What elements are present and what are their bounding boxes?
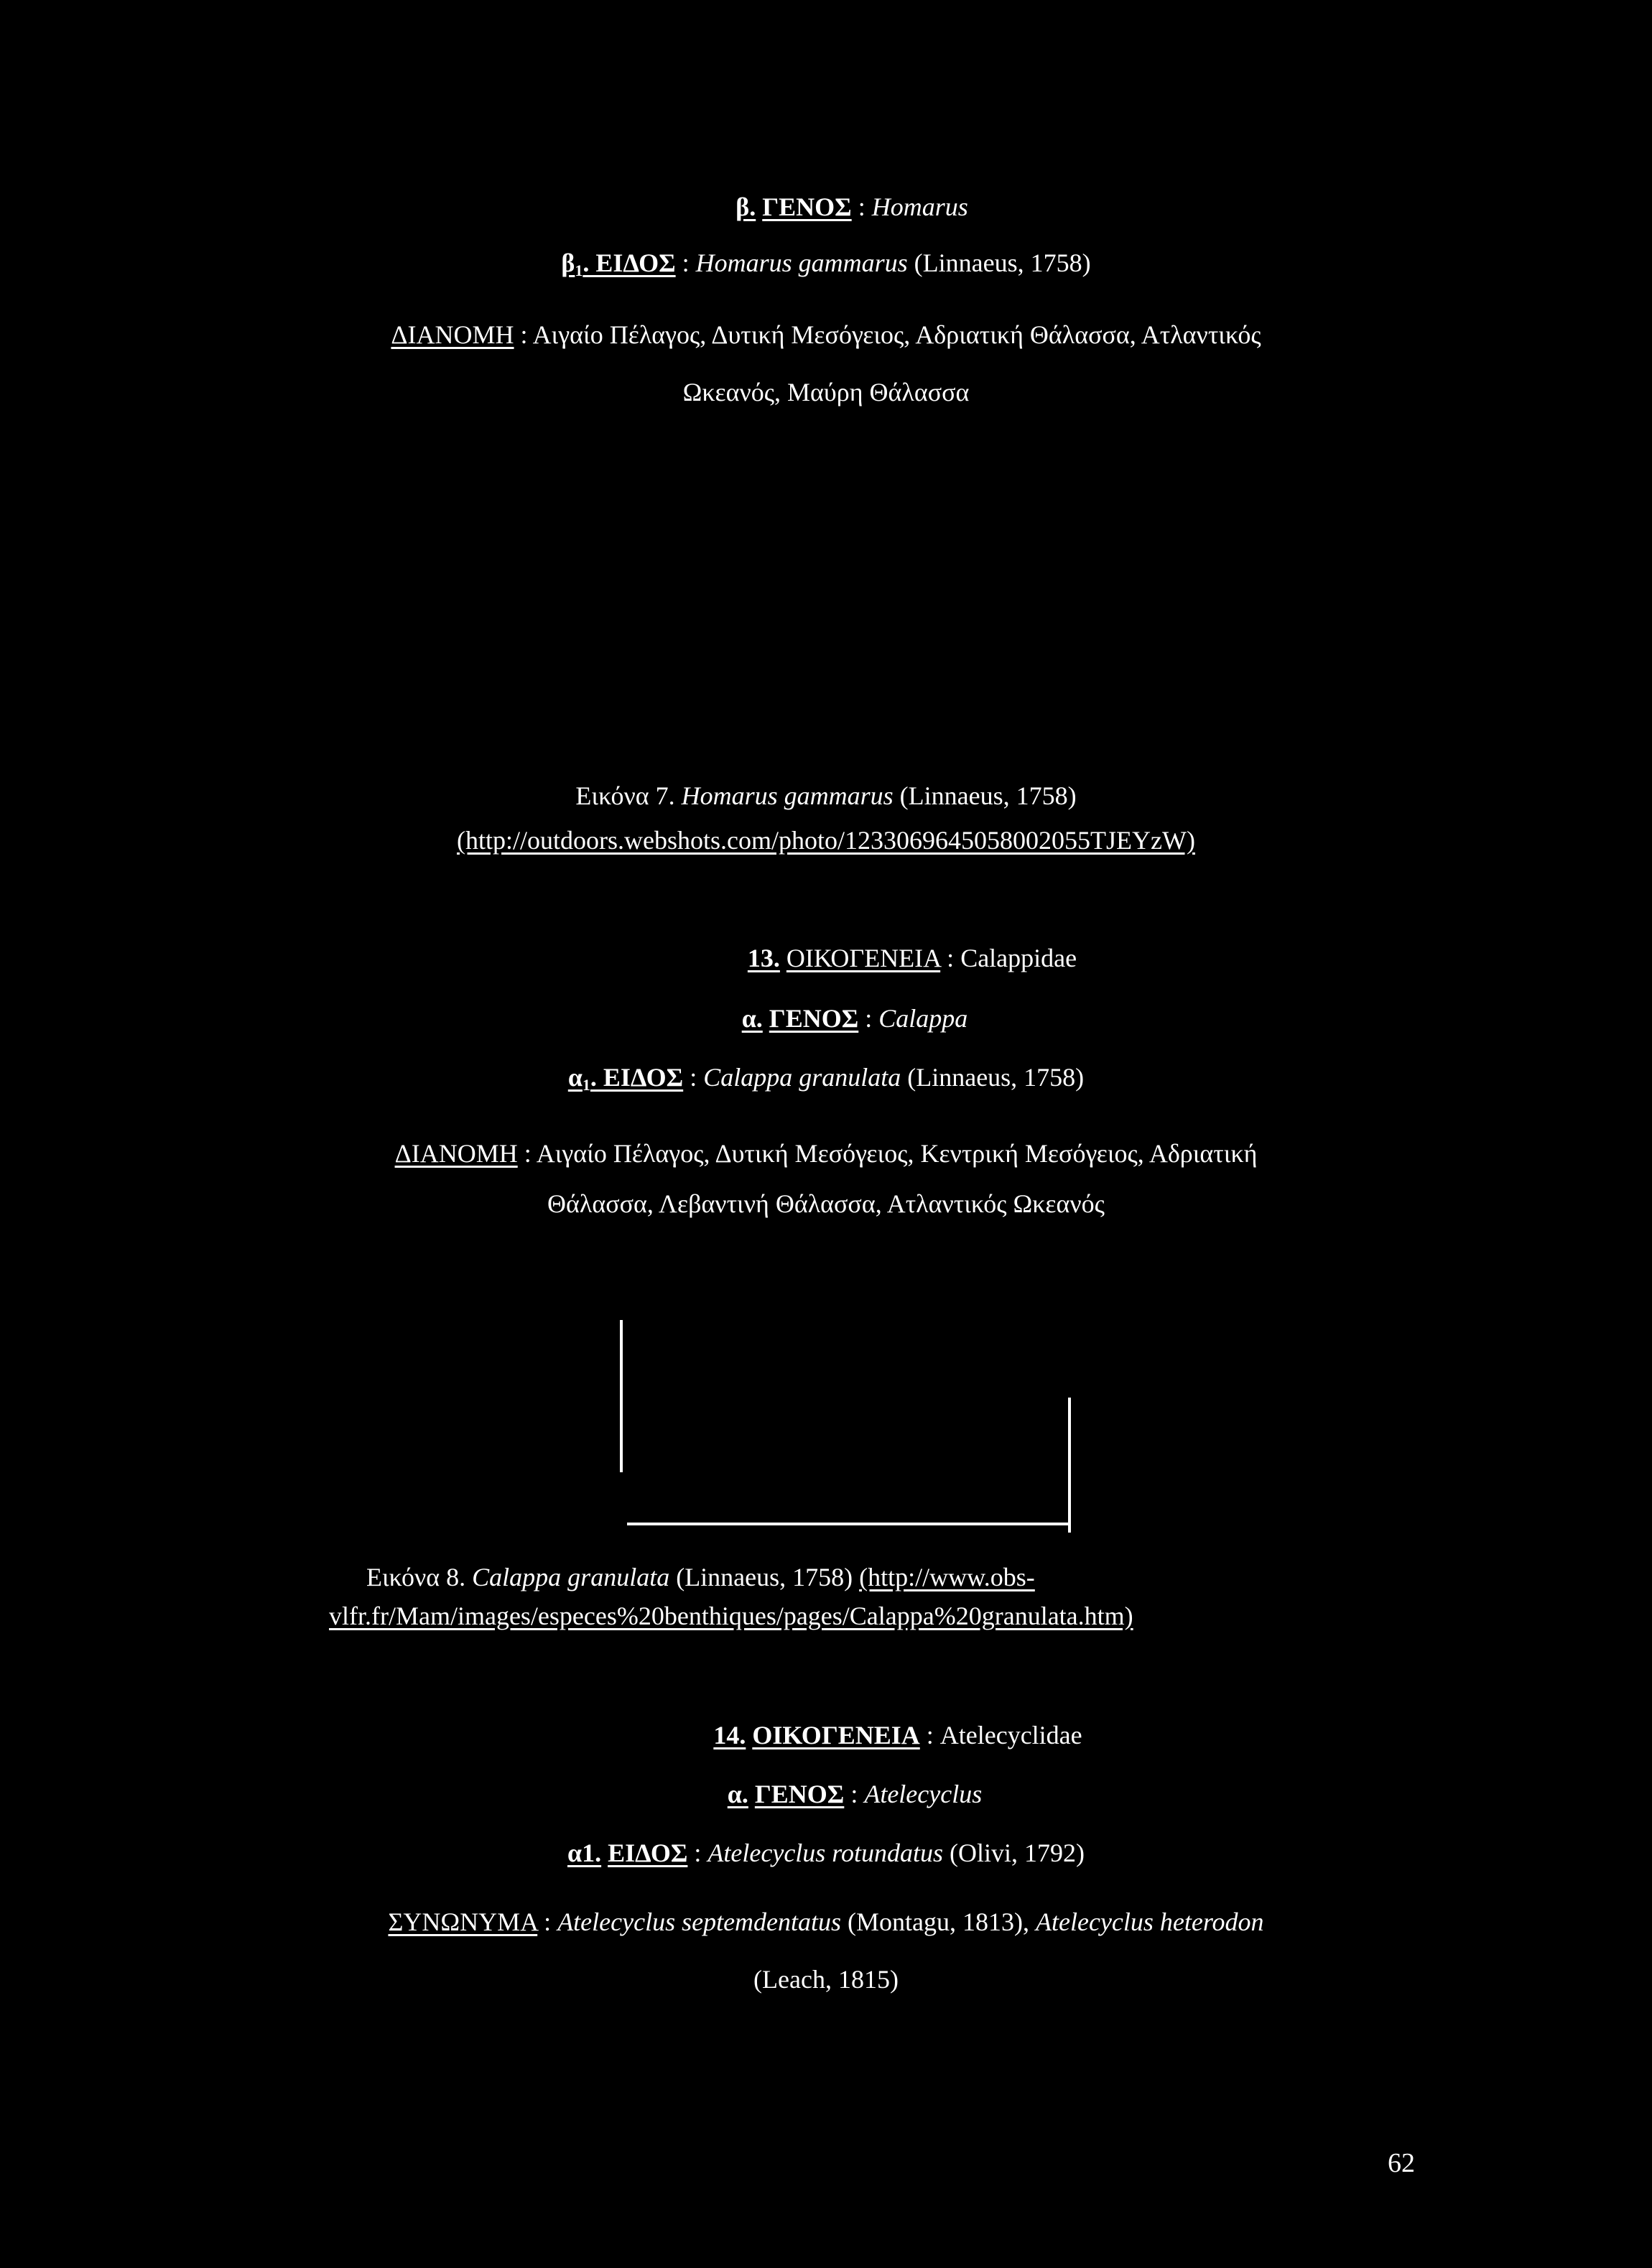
distribution-line-2 (0, 376, 1652, 408)
species-number: $\alpha_1$. ΕΙΔΟΣ (567, 1063, 684, 1094)
figure-7-author: (Linnaeus, 1758) (893, 781, 1077, 810)
species-number: α1. (567, 1839, 602, 1867)
species-label: ΕΙΔΟΣ (608, 1839, 688, 1867)
frame-left-line (620, 1320, 623, 1472)
figure-8-url-line (329, 1600, 1478, 1632)
genus-heading-homarus (0, 191, 1652, 223)
synonym-name: Atelecyclus septemdentatus (557, 1907, 842, 1936)
frame-right-line (1068, 1398, 1071, 1533)
figure-7-label: Εικόνα 7. (575, 781, 682, 810)
family-heading-13 (0, 942, 1652, 974)
distribution-text: Αιγαίο Πέλαγος, Δυτική Μεσόγειος, Κεντρική Μεσόγειος, Αδριατική (536, 1139, 1258, 1168)
family-separator: : (940, 944, 961, 972)
family-label: ΟΙΚΟΓΕΝΕΙΑ (786, 944, 941, 972)
genus-number: α. (741, 1004, 763, 1033)
genus-separator: : (844, 1780, 865, 1808)
synonyms-line-2 (0, 1963, 1652, 1995)
figure-8-caption (366, 1561, 1444, 1593)
species-number: $\beta_1$. ΕΙΔΟΣ (561, 248, 676, 279)
distribution-line-1 (0, 1138, 1652, 1169)
figure-7-species: Homarus gammarus (681, 781, 894, 810)
genus-number: β. (735, 192, 756, 221)
species-heading-homarus-gammarus (0, 247, 1652, 287)
figure-8-species: Calappa granulata (472, 1563, 670, 1591)
genus-label: ΓΕΝΟΣ (754, 1780, 845, 1808)
frame-bottom-line (627, 1523, 1071, 1525)
synonym-author: (Leach, 1815) (753, 1965, 899, 1994)
figure-8-label: Εικόνα 8. (366, 1563, 473, 1591)
distribution-text: Ωκεανός, Μαύρη Θάλασσα (682, 378, 970, 406)
synonyms-label: ΣΥΝΩΝΥΜΑ (388, 1907, 538, 1936)
genus-label: ΓΕΝΟΣ (762, 192, 852, 221)
species-separator: : (683, 1063, 704, 1092)
genus-name: Atelecyclus (864, 1780, 983, 1808)
page-number: 62 (1388, 2148, 1415, 2178)
genus-heading-calappa (0, 1003, 1652, 1034)
distribution-separator: : (517, 1139, 537, 1168)
genus-separator: : (851, 192, 872, 221)
synonym-author: (Montagu, 1813), (841, 1907, 1036, 1936)
figure-8-url-part1[interactable]: (http://www.obs- (859, 1563, 1035, 1591)
figure-7-url[interactable]: (http://outdoors.webshots.com/photo/1233069645058002055TJEYzW) (457, 826, 1195, 855)
species-name: Calappa granulata (703, 1063, 901, 1092)
family-number: 14. (713, 1721, 746, 1749)
figure-8-frame (620, 1320, 1080, 1533)
genus-name: Homarus (871, 192, 968, 221)
figure-7-url-line (0, 824, 1652, 856)
distribution-line-2 (0, 1188, 1652, 1219)
synonyms-separator: : (537, 1907, 558, 1936)
family-label: ΟΙΚΟΓΕΝΕΙΑ (752, 1721, 920, 1749)
species-author: (Linnaeus, 1758) (901, 1063, 1085, 1092)
distribution-label: ΔΙΑΝΟΜΗ (394, 1139, 518, 1168)
genus-separator: : (858, 1004, 879, 1033)
species-separator: : (687, 1839, 708, 1867)
family-name: Atelecyclidae (939, 1721, 1082, 1749)
distribution-text: Θάλασσα, Λεβαντινή Θάλασσα, Ατλαντικός Ωκεανός (547, 1189, 1105, 1218)
figure-7-caption (0, 780, 1652, 812)
genus-name: Calappa (878, 1004, 968, 1033)
species-name: Homarus gammarus (695, 248, 908, 277)
family-number: 13. (747, 944, 780, 972)
distribution-text: Αιγαίο Πέλαγος, Δυτική Μεσόγειος, Αδριατική Θάλασσα, Ατλαντικός (532, 320, 1261, 349)
synonyms-line-1 (0, 1906, 1652, 1938)
genus-label: ΓΕΝΟΣ (769, 1004, 859, 1033)
family-heading-14 (0, 1719, 1652, 1751)
figure-8-author: (Linnaeus, 1758) (669, 1563, 860, 1591)
genus-number: α. (727, 1780, 748, 1808)
distribution-separator: : (514, 320, 533, 349)
species-name: Atelecyclus rotundatus (707, 1839, 943, 1867)
distribution-line-1 (0, 319, 1652, 350)
species-separator: : (675, 248, 696, 277)
species-author: (Olivi, 1792) (943, 1839, 1085, 1867)
genus-heading-atelecyclus (0, 1778, 1652, 1810)
species-heading-calappa-granulata (0, 1061, 1652, 1101)
figure-8-url-part2[interactable]: vlfr.fr/Mam/images/especes%20benthiques/pages/Calappa%20granulata.htm) (329, 1602, 1133, 1630)
distribution-label: ΔΙΑΝΟΜΗ (391, 320, 514, 349)
family-separator: : (919, 1721, 940, 1749)
synonym-name: Atelecyclus heterodon (1036, 1907, 1264, 1936)
family-name: Calappidae (960, 944, 1077, 972)
species-author: (Linnaeus, 1758) (907, 248, 1091, 277)
species-heading-atelecyclus-rotundatus (0, 1837, 1652, 1869)
